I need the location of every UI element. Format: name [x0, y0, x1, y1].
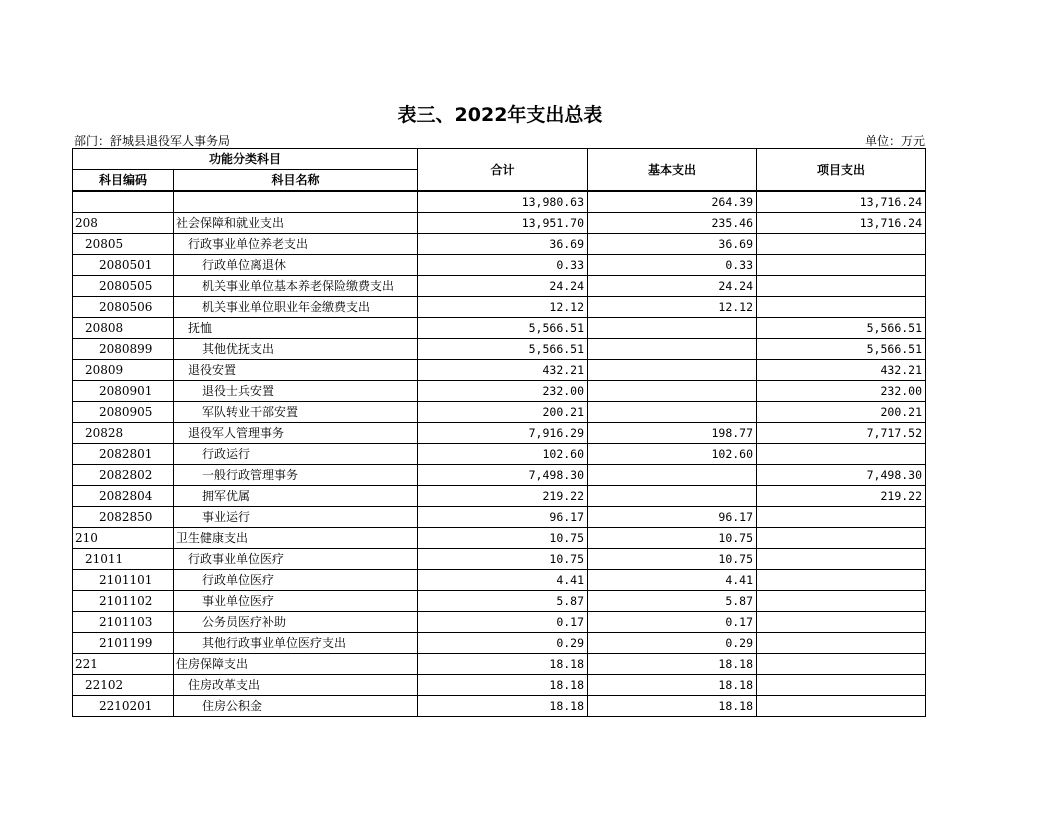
row-project	[757, 675, 926, 696]
row-project	[757, 507, 926, 528]
row-name: 事业运行	[174, 507, 418, 528]
row-basic: 12.12	[588, 297, 757, 318]
row-code: 22102	[73, 675, 174, 696]
table-row	[73, 696, 926, 717]
row-code: 2082802	[73, 465, 174, 486]
row-total: 432.21	[418, 360, 588, 381]
table-row	[73, 255, 926, 276]
row-total: 5,566.51	[418, 318, 588, 339]
row-project: 13,716.24	[757, 213, 926, 234]
row-basic: 96.17	[588, 507, 757, 528]
table-row	[73, 591, 926, 612]
row-basic: 4.41	[588, 570, 757, 591]
table-row	[73, 654, 926, 675]
row-basic	[588, 360, 757, 381]
row-basic: 10.75	[588, 528, 757, 549]
row-project	[757, 612, 926, 633]
row-code: 2082801	[73, 444, 174, 465]
row-basic	[588, 339, 757, 360]
row-basic	[588, 381, 757, 402]
row-name: 抚恤	[174, 318, 418, 339]
row-name: 住房保障支出	[174, 654, 418, 675]
table-row	[73, 234, 926, 255]
row-project	[757, 633, 926, 654]
table-row	[73, 444, 926, 465]
row-project	[757, 234, 926, 255]
row-name: 机关事业单位基本养老保险缴费支出	[174, 276, 418, 297]
row-code	[73, 191, 174, 213]
row-name: 事业单位医疗	[174, 591, 418, 612]
row-total: 5,566.51	[418, 339, 588, 360]
table-row	[73, 675, 926, 696]
row-basic: 0.17	[588, 612, 757, 633]
table-row	[73, 360, 926, 381]
row-code: 2080501	[73, 255, 174, 276]
row-total: 12.12	[418, 297, 588, 318]
row-total: 96.17	[418, 507, 588, 528]
row-code: 20809	[73, 360, 174, 381]
row-basic: 5.87	[588, 591, 757, 612]
header-code: 科目编码	[73, 170, 174, 192]
row-code: 20805	[73, 234, 174, 255]
header-total: 合计	[418, 149, 588, 192]
row-name	[174, 191, 418, 213]
row-basic	[588, 402, 757, 423]
row-project	[757, 297, 926, 318]
row-project: 219.22	[757, 486, 926, 507]
row-code: 20808	[73, 318, 174, 339]
row-total: 5.87	[418, 591, 588, 612]
row-name: 退役士兵安置	[174, 381, 418, 402]
table-row	[73, 339, 926, 360]
row-code: 2080505	[73, 276, 174, 297]
unit-label: 单位：万元	[864, 134, 925, 148]
table-row	[73, 507, 926, 528]
row-name: 住房改革支出	[174, 675, 418, 696]
row-name: 其他优抚支出	[174, 339, 418, 360]
row-name: 一般行政管理事务	[174, 465, 418, 486]
row-name: 其他行政事业单位医疗支出	[174, 633, 418, 654]
table-row	[73, 213, 926, 234]
row-basic: 24.24	[588, 276, 757, 297]
row-project: 13,716.24	[757, 191, 926, 213]
row-basic: 36.69	[588, 234, 757, 255]
row-total: 4.41	[418, 570, 588, 591]
row-code: 2082804	[73, 486, 174, 507]
table-row	[73, 402, 926, 423]
row-project	[757, 591, 926, 612]
row-total: 232.00	[418, 381, 588, 402]
row-project	[757, 654, 926, 675]
row-total: 0.17	[418, 612, 588, 633]
table-row	[73, 486, 926, 507]
row-name: 住房公积金	[174, 696, 418, 717]
row-project	[757, 255, 926, 276]
row-project: 7,717.52	[757, 423, 926, 444]
row-name: 行政运行	[174, 444, 418, 465]
row-total: 13,951.70	[418, 213, 588, 234]
row-code: 2101102	[73, 591, 174, 612]
row-total: 7,916.29	[418, 423, 588, 444]
row-project	[757, 696, 926, 717]
row-name: 行政事业单位养老支出	[174, 234, 418, 255]
row-code: 2080899	[73, 339, 174, 360]
row-name: 行政单位离退休	[174, 255, 418, 276]
page-title: 表三、2022年支出总表	[397, 104, 603, 126]
table-body	[73, 191, 926, 717]
table-row	[73, 549, 926, 570]
row-total: 18.18	[418, 654, 588, 675]
header-basic: 基本支出	[588, 149, 757, 192]
department-label: 部门：舒城县退役军人事务局	[74, 134, 231, 148]
row-basic: 0.29	[588, 633, 757, 654]
row-project: 432.21	[757, 360, 926, 381]
table-row	[73, 423, 926, 444]
row-code: 221	[73, 654, 174, 675]
row-total: 0.29	[418, 633, 588, 654]
row-total: 13,980.63	[418, 191, 588, 213]
row-total: 24.24	[418, 276, 588, 297]
row-basic: 18.18	[588, 696, 757, 717]
expenditure-table	[72, 148, 926, 717]
row-basic: 10.75	[588, 549, 757, 570]
row-project: 232.00	[757, 381, 926, 402]
row-code: 21011	[73, 549, 174, 570]
row-project	[757, 549, 926, 570]
table-row	[73, 297, 926, 318]
row-name: 退役安置	[174, 360, 418, 381]
row-project: 5,566.51	[757, 318, 926, 339]
table-row	[73, 612, 926, 633]
row-total: 102.60	[418, 444, 588, 465]
row-total: 18.18	[418, 675, 588, 696]
row-basic: 18.18	[588, 654, 757, 675]
row-basic	[588, 486, 757, 507]
row-total: 10.75	[418, 549, 588, 570]
row-code: 2210201	[73, 696, 174, 717]
row-basic: 102.60	[588, 444, 757, 465]
row-project: 7,498.30	[757, 465, 926, 486]
row-project	[757, 528, 926, 549]
row-basic: 264.39	[588, 191, 757, 213]
row-total: 10.75	[418, 528, 588, 549]
header-name: 科目名称	[174, 170, 418, 192]
row-basic: 0.33	[588, 255, 757, 276]
row-project: 5,566.51	[757, 339, 926, 360]
row-total: 219.22	[418, 486, 588, 507]
row-name: 拥军优属	[174, 486, 418, 507]
header-function-category: 功能分类科目	[73, 149, 418, 170]
table-row	[73, 528, 926, 549]
table-row	[73, 318, 926, 339]
header-project: 项目支出	[757, 149, 926, 192]
row-code: 2101103	[73, 612, 174, 633]
row-code: 210	[73, 528, 174, 549]
row-total: 7,498.30	[418, 465, 588, 486]
row-name: 社会保障和就业支出	[174, 213, 418, 234]
row-project	[757, 444, 926, 465]
row-basic	[588, 318, 757, 339]
row-code: 2080905	[73, 402, 174, 423]
row-name: 军队转业干部安置	[174, 402, 418, 423]
row-project: 200.21	[757, 402, 926, 423]
row-code: 2080901	[73, 381, 174, 402]
row-code: 2101199	[73, 633, 174, 654]
table-row	[73, 276, 926, 297]
row-code: 2082850	[73, 507, 174, 528]
row-total: 0.33	[418, 255, 588, 276]
table-header	[73, 149, 926, 192]
table-row	[73, 633, 926, 654]
row-project	[757, 570, 926, 591]
row-name: 机关事业单位职业年金缴费支出	[174, 297, 418, 318]
row-code: 2080506	[73, 297, 174, 318]
table-row	[73, 570, 926, 591]
row-total: 36.69	[418, 234, 588, 255]
row-basic	[588, 465, 757, 486]
row-name: 卫生健康支出	[174, 528, 418, 549]
row-name: 公务员医疗补助	[174, 612, 418, 633]
row-name: 行政事业单位医疗	[174, 549, 418, 570]
table-row	[73, 381, 926, 402]
row-name: 退役军人管理事务	[174, 423, 418, 444]
table-row	[73, 465, 926, 486]
row-code: 2101101	[73, 570, 174, 591]
row-total: 200.21	[418, 402, 588, 423]
row-total: 18.18	[418, 696, 588, 717]
row-basic: 18.18	[588, 675, 757, 696]
table-row	[73, 191, 926, 213]
row-basic: 235.46	[588, 213, 757, 234]
row-basic: 198.77	[588, 423, 757, 444]
row-project	[757, 276, 926, 297]
row-name: 行政单位医疗	[174, 570, 418, 591]
row-code: 20828	[73, 423, 174, 444]
row-code: 208	[73, 213, 174, 234]
